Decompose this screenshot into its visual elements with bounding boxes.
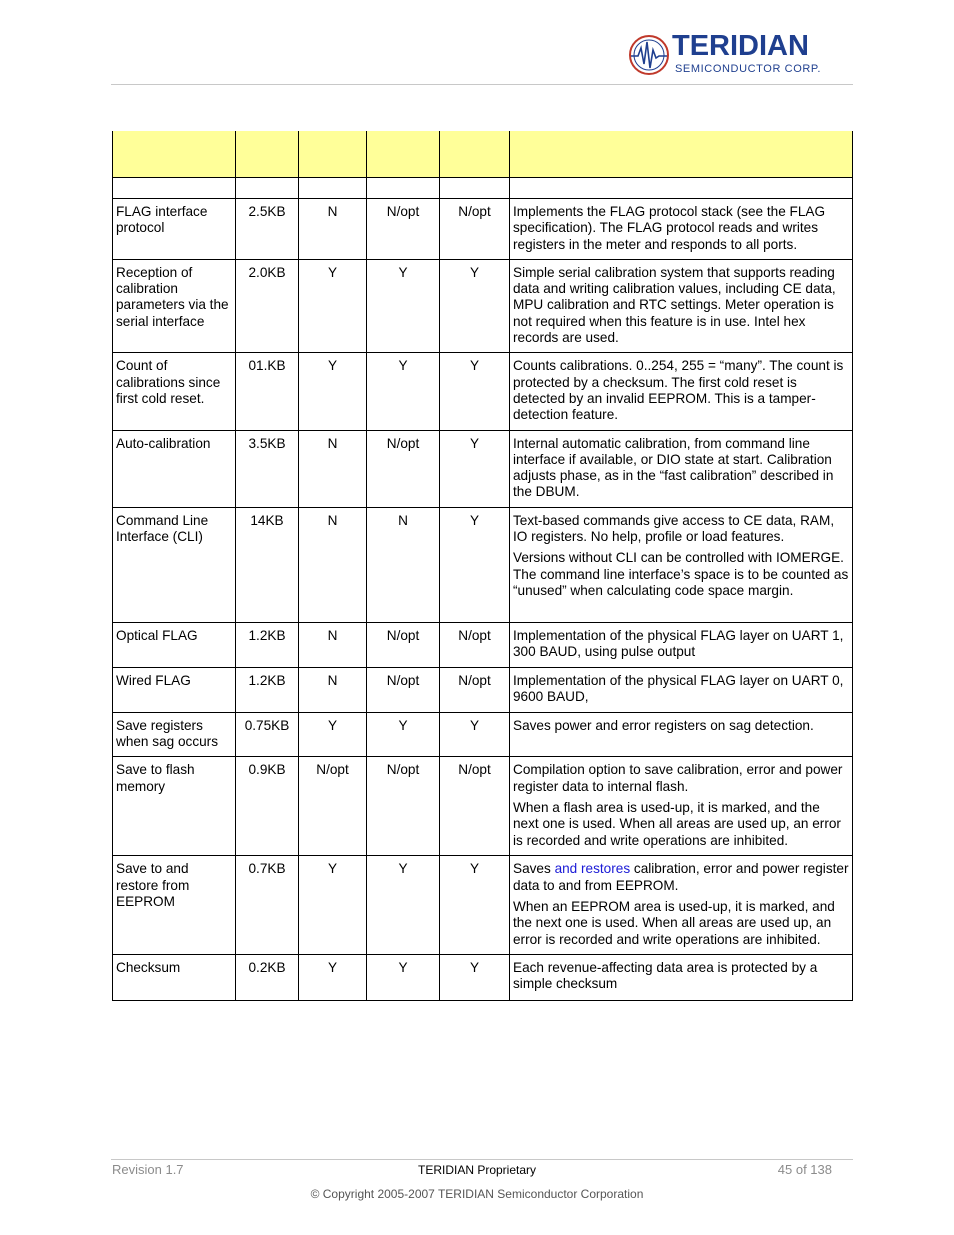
description-cell xyxy=(510,507,853,622)
column-2-cell: N xyxy=(299,430,367,507)
size-cell: 14KB xyxy=(236,507,299,622)
description-paragraph: Implements the FLAG protocol stack (see the FLAG specification). The FLAG protocol reads and writes registers in the meter and responds to all ports. xyxy=(513,204,826,252)
footer-copyright: © Copyright 2005-2007 TERIDIAN Semiconductor Corporation xyxy=(310,1187,644,1201)
table-row xyxy=(113,259,853,352)
description-paragraph: Internal automatic calibration, from command line interface if available, or DIO state at start. Calibration adjusts phase, as in the “fast calibration” described in the DBUM. xyxy=(513,435,834,500)
header-cell xyxy=(113,131,236,178)
description-text: calibration, error and power register data to and from EEPROM. xyxy=(513,861,849,893)
size-cell: 1.2KB xyxy=(236,667,299,712)
size-cell: 0.7KB xyxy=(236,856,299,954)
column-2-cell: Y xyxy=(299,954,367,1000)
table-row xyxy=(113,712,853,757)
column-4-cell: N/opt xyxy=(440,622,510,667)
description-paragraph: When a flash area is used-up, it is marked, and the next one is used. When all areas are used up, an error is recorded and write operations are inhibited. xyxy=(513,799,841,848)
column-4-cell: Y xyxy=(440,507,510,622)
feature-cell: Reception of calibration parameters via the serial interface xyxy=(113,259,236,352)
table-cell xyxy=(113,178,236,199)
description-cell xyxy=(510,712,853,757)
column-4-cell: Y xyxy=(440,954,510,1000)
column-3-cell: N/opt xyxy=(367,199,440,260)
column-2-cell: Y xyxy=(299,353,367,430)
description-cell xyxy=(510,259,853,352)
description-text: Saves xyxy=(513,861,555,877)
table-row xyxy=(113,757,853,856)
column-2-cell: N xyxy=(299,199,367,260)
feature-cell: Optical FLAG xyxy=(113,622,236,667)
description-cell xyxy=(510,353,853,430)
header-cell xyxy=(440,131,510,178)
description-cell xyxy=(510,667,853,712)
size-cell: 0.75KB xyxy=(236,712,299,757)
size-cell: 0.9KB xyxy=(236,757,299,856)
header-cell xyxy=(236,131,299,178)
size-cell: 3.5KB xyxy=(236,430,299,507)
table-row xyxy=(113,353,853,430)
header-cell xyxy=(510,131,853,178)
feature-cell: Checksum xyxy=(113,954,236,1000)
size-cell: 2.0KB xyxy=(236,259,299,352)
description-paragraph: Each revenue-affecting data area is protected by a simple checksum xyxy=(513,959,818,992)
footer-page-number: 45 of 138 xyxy=(777,1162,832,1177)
column-3-cell: Y xyxy=(367,259,440,352)
column-3-cell: N xyxy=(367,507,440,622)
size-cell: 2.5KB xyxy=(236,199,299,260)
description-paragraph: Versions without CLI can be controlled with IOMERGE. The command line interface’s space is to be counted as “unused” when calculating code space margin. xyxy=(513,550,849,598)
feature-cell: Save to and restore from EEPROM xyxy=(113,856,236,954)
column-2-cell: Y xyxy=(299,712,367,757)
logo-globe-icon xyxy=(628,34,670,76)
table-row xyxy=(113,622,853,667)
column-4-cell: Y xyxy=(440,259,510,352)
size-cell: 1.2KB xyxy=(236,622,299,667)
header-cell xyxy=(367,131,440,178)
column-3-cell: Y xyxy=(367,353,440,430)
table-cell xyxy=(367,178,440,199)
column-3-cell: N/opt xyxy=(367,622,440,667)
feature-cell: Save registers when sag occurs xyxy=(113,712,236,757)
table-header-row xyxy=(113,131,853,178)
column-2-cell: N xyxy=(299,667,367,712)
column-3-cell: N/opt xyxy=(367,667,440,712)
table-row xyxy=(113,954,853,1000)
description-paragraph: Compilation option to save calibration, error and power register data to internal flash. xyxy=(513,762,843,794)
table-row xyxy=(113,507,853,622)
column-2-cell: Y xyxy=(299,259,367,352)
table-cell xyxy=(299,178,367,199)
footer-revision: Revision 1.7 xyxy=(112,1162,184,1177)
logo-wordmark: TERIDIAN xyxy=(672,30,809,62)
feature-cell: Count of calibrations since first cold reset. xyxy=(113,353,236,430)
teridian-logo xyxy=(628,30,833,80)
feature-cell: Auto-calibration xyxy=(113,430,236,507)
column-4-cell: Y xyxy=(440,856,510,954)
column-4-cell: N/opt xyxy=(440,757,510,856)
column-3-cell: N/opt xyxy=(367,430,440,507)
size-cell: 01.KB xyxy=(236,353,299,430)
column-3-cell: Y xyxy=(367,954,440,1000)
table-cell xyxy=(510,178,853,199)
description-cell xyxy=(510,856,853,954)
feature-cell: FLAG interface protocol xyxy=(113,199,236,260)
footer-proprietary: TERIDIAN Proprietary xyxy=(417,1163,537,1177)
feature-cell: Wired FLAG xyxy=(113,667,236,712)
column-2-cell: N xyxy=(299,622,367,667)
feature-table xyxy=(112,131,853,1001)
column-4-cell: N/opt xyxy=(440,667,510,712)
column-4-cell: Y xyxy=(440,353,510,430)
description-cell xyxy=(510,954,853,1000)
description-paragraph xyxy=(513,861,849,894)
table-row xyxy=(113,430,853,507)
description-cell xyxy=(510,622,853,667)
description-cell xyxy=(510,757,853,856)
description-paragraph: Simple serial calibration system that supports reading data and writing calibration values, including CE data, MPU calibration and RTC settings. Meter operation is not required when this feature is in use. Intel hex records are used. xyxy=(513,264,836,346)
description-cell xyxy=(510,199,853,260)
column-2-cell: N xyxy=(299,507,367,622)
table-spacer-row xyxy=(113,178,853,199)
column-2-cell: Y xyxy=(299,856,367,954)
description-paragraph: When an EEPROM area is used-up, it is marked, and the next one is used. When all areas are used up, an error is recorded and write operations are inhibited. xyxy=(513,898,835,947)
feature-cell: Command Line Interface (CLI) xyxy=(113,507,236,622)
column-2-cell: N/opt xyxy=(299,757,367,856)
header-divider xyxy=(111,84,853,85)
description-paragraph: Text-based commands give access to CE data, RAM, IO registers. No help, profile or load features. xyxy=(513,512,835,545)
column-3-cell: N/opt xyxy=(367,757,440,856)
header-cell xyxy=(299,131,367,178)
table-cell xyxy=(440,178,510,199)
column-3-cell: Y xyxy=(367,856,440,954)
description-paragraph: Counts calibrations. 0..254, 255 = “many”. The count is protected by a checksum. The first cold reset is detected by an invalid EEPROM. This is a tamper-detection feature. xyxy=(513,358,844,423)
description-paragraph: Implementation of the physical FLAG layer on UART 0, 9600 BAUD, xyxy=(513,672,844,705)
table-cell xyxy=(236,178,299,199)
description-cell xyxy=(510,430,853,507)
logo-subtitle: SEMICONDUCTOR CORP. xyxy=(675,63,822,75)
column-4-cell: N/opt xyxy=(440,199,510,260)
column-4-cell: Y xyxy=(440,712,510,757)
footer-divider xyxy=(111,1159,853,1160)
feature-cell: Save to flash memory xyxy=(113,757,236,856)
description-paragraph: Saves power and error registers on sag detection. xyxy=(513,717,814,733)
size-cell: 0.2KB xyxy=(236,954,299,1000)
highlighted-text: and restores xyxy=(554,861,631,877)
column-3-cell: Y xyxy=(367,712,440,757)
table-row xyxy=(113,667,853,712)
description-paragraph: Implementation of the physical FLAG layer on UART 1, 300 BAUD, using pulse output xyxy=(513,627,844,660)
table-row xyxy=(113,856,853,954)
table-row xyxy=(113,199,853,260)
column-4-cell: Y xyxy=(440,430,510,507)
